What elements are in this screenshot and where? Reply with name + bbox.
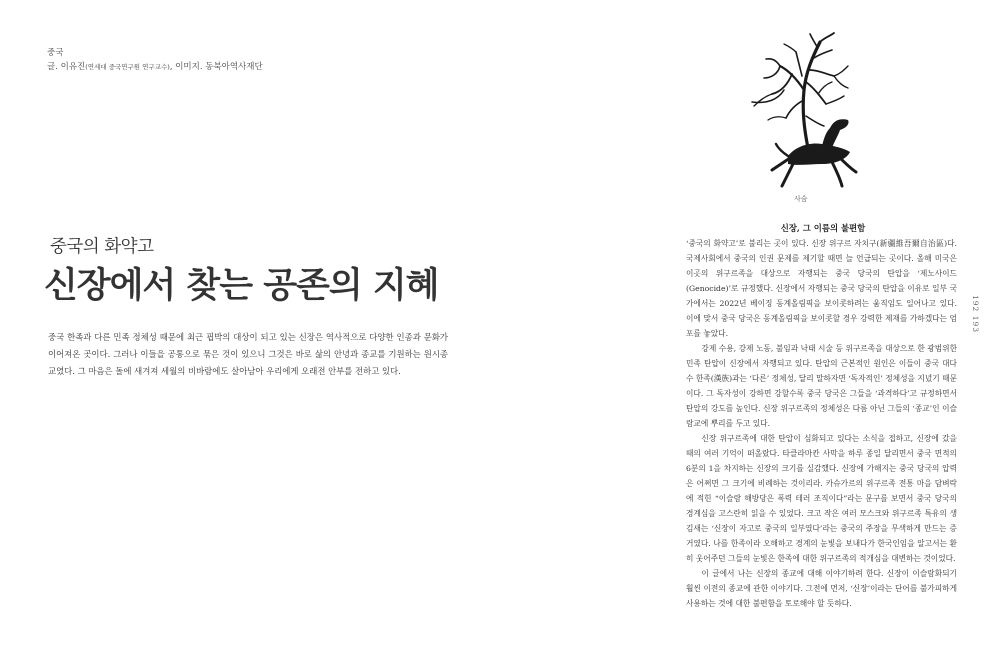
lede-paragraph: 중국 한족과 다른 민족 정체성 때문에 최근 핍박의 대상이 되고 있는 신장은 역사적으로 다양한 인종과 문화가 이어져온 곳이다. 그러나 이들을 공통으로 묶은 것이 있으니 그것은 바로 삶의 안녕과 종교를 기원하는 원시종교였다. 그 마음은 돌에 새겨져 세월의 비바람에도 살아남아 우리에게 오래전 안부를 전하고 있다.	[48, 332, 448, 376]
article-title: 신장에서 찾는 공존의 지혜	[44, 266, 439, 306]
body-paragraph: 신장 위구르족에 대한 탄압이 심화되고 있다는 소식을 접하고, 신장에 갔을 때의 여러 기억이 떠올랐다. 타클라마칸 사막을 하루 종일 달리면서 중국 면적의 6분의 1을 차지하는 신장의 크기를 실감했다. 신장에 가해지는 중국 당국의 압력은 어쩌면 그 크기에 비례하는 것이리라. 카슈가르의 위구르족 전통 마을 담벼락에 적힌 “이슬람 해방당은 폭력 테러 조직이다”라는 문구를 보면서 중국 당국의 경계심을 고스란히 읽을 수 있었다. 크고 작은 여러 모스크와 위구르족 특유의 생김새는 ‘신장이 자고로 중국의 일부였다’라는 중국의 주장을 무색하게 만드는 증거였다. 나를 한족이라 오해하고 경계의 눈빛을 보내다가 한국인임을 알고서는 환히 웃어주던 그들의 눈빛은 한족에 대한 위구르족의 적개심을 대변하는 것이었다.	[686, 434, 957, 563]
byline-affiliation: (연세대 중국연구원 연구교수)	[85, 63, 170, 71]
article-meta	[47, 46, 263, 74]
deer-petroglyph-icon	[738, 30, 870, 192]
byline-author: 글. 이유진	[47, 62, 86, 72]
article-body	[686, 236, 957, 611]
article-subtitle: 중국의 화약고	[50, 237, 154, 257]
figure-caption: 사슴	[794, 195, 808, 203]
byline-image-credit: , 이미지. 동북아역사재단	[169, 62, 263, 72]
byline	[47, 60, 263, 74]
body-paragraph: 강제 수용, 강제 노동, 불임과 낙태 시술 등 위구르족을 대상으로 한 광범위한 민족 탄압이 신장에서 자행되고 있다. 탄압의 근본적인 원인은 이들이 중국 대다수 한족(漢族)과는 ‘다른’ 정체성, 달리 말하자면 ‘독자적인’ 정체성을 지녔기 때문이다. 그 독자성이 강하면 강할수록 중국 당국은 그들을 ‘과격하다’고 규정하면서 탄압의 강도를 높인다. 신장 위구르족의 정체성은 다름 아닌 그들의 ‘종교’인 이슬람교에 뿌리를 두고 있다.	[686, 344, 957, 428]
body-paragraph: 이 글에서 나는 신장의 종교에 대해 이야기하려 한다. 신장이 이슬람화되기 훨씬 이전의 종교에 관한 이야기다. 그전에 먼저, ‘신장’이라는 단어를 불가피하게 사용하는 것에 대한 불편함을 토로해야 할 듯하다.	[686, 569, 957, 608]
page-numbers: 192 193	[971, 295, 980, 334]
article-lede	[48, 329, 448, 380]
body-paragraph: ‘중국의 화약고’로 불리는 곳이 있다. 신장 위구르 자치구(新疆維吾爾自治區)다. 국제사회에서 중국의 인권 문제를 제기할 때면 늘 언급되는 곳이다. 올해 미국은 이곳의 위구르족을 대상으로 자행되는 중국 당국의 탄압을 ‘제노사이드(Genocide)’로 규정했다. 신장에서 자행되는 중국 당국의 탄압을 이유로 일부 국가에서는 2022년 베이징 동계올림픽을 보이콧하려는 움직임도 일어나고 있다. 이에 맞서 중국 당국은 동계올림픽을 보이콧할 경우 강력한 제재를 가하겠다는 엄포를 놓았다.	[686, 239, 957, 338]
category-label: 중국	[47, 48, 64, 58]
section-heading: 신장, 그 이름의 불편함	[780, 223, 866, 233]
